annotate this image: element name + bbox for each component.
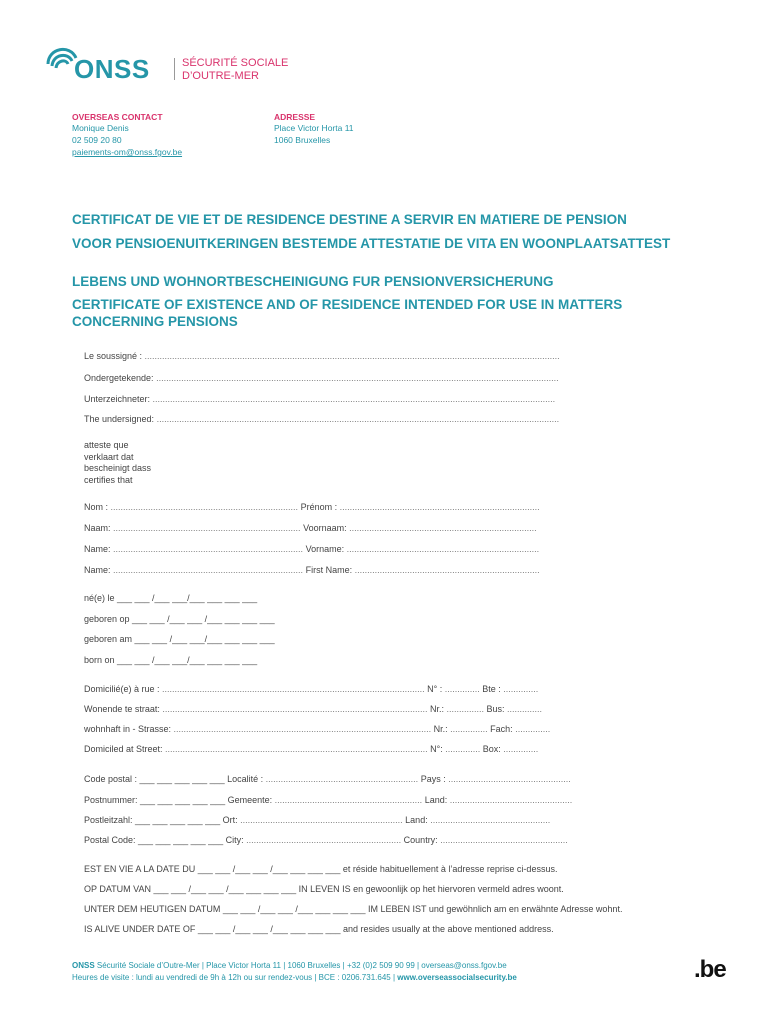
birth-date-nl-field[interactable]: geboren op ___ ___ /___ ___ /___ ___ ___ ___ xyxy=(84,614,275,624)
logo-separator xyxy=(174,58,175,80)
postal-row-fr[interactable]: Code postal : ___ ___ ___ ___ ___ Localité : ............................................................. Pays : ................................................. xyxy=(84,774,571,784)
name-row-en[interactable]: Name: ............................................................................ First Name: .......................................................................... xyxy=(84,565,540,575)
title-de: LEBENS UND WOHNORTBESCHEINIGUNG FUR PENSIONVERSICHERUNG xyxy=(72,274,554,289)
footer-line-1: ONSS Sécurité Sociale d’Outre-Mer | Place Victor Horta 11 | 1060 Bruxelles | +32 (0)2 509 90 99 | overseas@onss.fgov.be xyxy=(72,961,507,970)
address-line-1: Place Victor Horta 11 xyxy=(274,123,354,133)
address-row-nl[interactable]: Wonende te straat: .......................................................................................................... Nr.: ............... Bus: .............. xyxy=(84,704,543,714)
address-title: ADRESSE xyxy=(274,112,316,122)
attests-block xyxy=(84,440,151,486)
alive-date-de-field[interactable]: UNTER DEM HEUTIGEN DATUM ___ ___ /___ ___ /___ ___ ___ ___ IM LEBEN IST und gewöhnlich am en erwähnte Adresse wohnt. xyxy=(84,904,623,914)
title-en: CERTIFICATE OF EXISTENCE AND OF RESIDENCE INTENDED FOR USE IN MATTERS CONCERNING PENSIONS xyxy=(72,297,623,329)
birth-date-fr-field[interactable]: né(e) le ___ ___ /___ ___/___ ___ ___ ___ xyxy=(84,593,258,603)
alive-date-nl-field[interactable]: OP DATUM VAN ___ ___ /___ ___ /___ ___ ___ ___ IN LEVEN IS en gewoonlijk op het hiervoren vermeld adres woont. xyxy=(84,884,564,894)
postal-row-de[interactable]: Postleitzahl: ___ ___ ___ ___ ___ Ort: ................................................................. Land: ................................................ xyxy=(84,815,551,825)
address-row-fr[interactable]: Domicilié(e) à rue : ......................................................................................................... N° : .............. Bte : .............. xyxy=(84,684,539,694)
postal-row-nl[interactable]: Postnummer: ___ ___ ___ ___ ___ Gemeente: ........................................................... Land: ................................................. xyxy=(84,795,573,805)
address-row-de[interactable]: wohnhaft in - Strasse: ....................................................................................................... Nr.: ............... Fach: .............. xyxy=(84,724,551,734)
name-row-de[interactable]: Name: ............................................................................ Vorname: ............................................................................. xyxy=(84,544,540,554)
footer-website-link[interactable]: www.overseassocialsecurity.be xyxy=(397,973,517,982)
footer-brand: ONSS xyxy=(72,961,95,970)
undersigned-nl-field[interactable]: Ondergetekende: ................................................................................................................................................................. xyxy=(84,373,559,383)
postal-row-en[interactable]: Postal Code: ___ ___ ___ ___ ___ City: .............................................................. Country: ................................................... xyxy=(84,835,568,845)
contact-name: Monique Denis xyxy=(72,123,129,133)
attests-en: certifies that xyxy=(84,474,133,485)
name-row-fr[interactable]: Nom : ........................................................................... Prénom : ................................................................................ xyxy=(84,502,540,512)
address-row-en[interactable]: Domiciled at Street: ......................................................................................................... N°: .............. Box: .............. xyxy=(84,744,539,754)
name-row-nl[interactable]: Naam: ........................................................................... Voornaam: ........................................................................... xyxy=(84,523,537,533)
undersigned-en-field[interactable]: The undersigned: ................................................................................................................................................................. xyxy=(84,414,560,424)
contact-block xyxy=(72,112,182,158)
contact-email-link[interactable]: paiements-om@onss.fgov.be xyxy=(72,147,183,157)
logo-subtitle-2: D’OUTRE-MER xyxy=(182,70,259,82)
be-logo: .be xyxy=(694,956,726,983)
footer-line-2: Heures de visite : lundi au vendredi de 9h à 12h ou sur rendez-vous | BCE : 0206.731.645 | www.overseassocialsecurity.be xyxy=(72,973,517,982)
logo-subtitle-1: SÉCURITÉ SOCIALE xyxy=(182,57,289,69)
contact-phone: 02 509 20 80 xyxy=(72,135,122,145)
address-block xyxy=(274,112,354,146)
birth-date-de-field[interactable]: geboren am ___ ___ /___ ___/___ ___ ___ ___ xyxy=(84,634,275,644)
undersigned-fr-field[interactable]: Le soussigné : ...................................................................................................................................................................... xyxy=(84,351,560,361)
attests-fr: atteste que xyxy=(84,440,129,450)
title-fr: CERTIFICAT DE VIE ET DE RESIDENCE DESTINE A SERVIR EN MATIERE DE PENSION xyxy=(72,212,627,227)
address-line-2: 1060 Bruxelles xyxy=(274,135,331,145)
undersigned-de-field[interactable]: Unterzeichneter: ................................................................................................................................................................. xyxy=(84,394,556,404)
attests-de: bescheinigt dass xyxy=(84,463,152,473)
alive-date-en-field[interactable]: IS ALIVE UNDER DATE OF ___ ___ /___ ___ /___ ___ ___ ___ and resides usually at the above mentioned address. xyxy=(84,924,554,934)
alive-date-fr-field[interactable]: EST EN VIE A LA DATE DU ___ ___ /___ ___ /___ ___ ___ ___ et réside habituellement à l’adresse reprise ci-dessus. xyxy=(84,864,558,874)
logo-name: ONSS xyxy=(74,54,150,84)
birth-date-en-field[interactable]: born on ___ ___ /___ ___/___ ___ ___ ___ xyxy=(84,655,258,665)
title-nl: VOOR PENSIOENUITKERINGEN BESTEMDE ATTESTATIE DE VITA EN WOONPLAATSATTEST xyxy=(72,236,671,251)
contact-title: OVERSEAS CONTACT xyxy=(72,112,163,122)
attests-nl: verklaart dat xyxy=(84,451,134,462)
